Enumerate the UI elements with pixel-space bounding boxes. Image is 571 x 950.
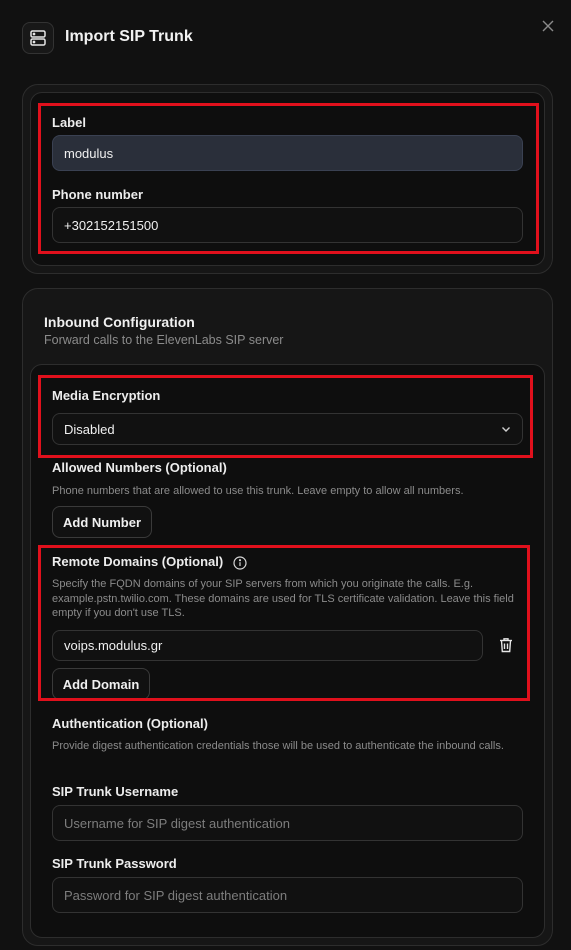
add-number-button[interactable]: Add Number [52, 506, 152, 538]
inbound-config-title: Inbound Configuration [44, 314, 195, 330]
media-encryption-value: Disabled [64, 421, 115, 437]
media-encryption-label: Media Encryption [52, 388, 161, 403]
authentication-label: Authentication (Optional) [52, 716, 208, 731]
sip-password-label: SIP Trunk Password [52, 856, 177, 871]
sip-username-input[interactable] [52, 805, 523, 841]
chevron-down-icon [500, 423, 512, 435]
trash-icon [499, 637, 513, 653]
delete-domain-button[interactable] [496, 635, 516, 655]
sip-password-input[interactable] [52, 877, 523, 913]
remote-domains-help: Specify the FQDN domains of your SIP servers from which you originate the calls. E.g. example.pstn.twilio.com. These domains are used for TLS certificate validation. Leave this field empty if you don't use TLS. [52, 578, 514, 619]
label-field-label: Label [52, 115, 86, 130]
remote-domains-label [52, 554, 247, 570]
phone-number-label: Phone number [52, 187, 144, 202]
authentication-help: Provide digest authentication credentials those will be used to authenticate the inbound calls. [52, 740, 504, 752]
label-input[interactable] [52, 135, 523, 171]
dialog-title: Import SIP Trunk [65, 28, 193, 45]
remote-domains-label-text: Remote Domains (Optional) [52, 554, 224, 569]
add-domain-button[interactable]: Add Domain [52, 668, 150, 700]
allowed-numbers-help: Phone numbers that are allowed to use this trunk. Leave empty to allow all numbers. [52, 485, 464, 497]
close-icon [542, 20, 554, 32]
server-icon [22, 22, 54, 54]
remote-domain-input[interactable] [52, 630, 483, 661]
media-encryption-select[interactable] [52, 413, 523, 445]
inbound-config-subtitle: Forward calls to the ElevenLabs SIP server [44, 333, 284, 347]
phone-number-input[interactable] [52, 207, 523, 243]
info-icon[interactable] [233, 556, 247, 570]
allowed-numbers-label: Allowed Numbers (Optional) [52, 460, 227, 475]
sip-username-label: SIP Trunk Username [52, 784, 179, 799]
close-button[interactable] [538, 16, 558, 36]
